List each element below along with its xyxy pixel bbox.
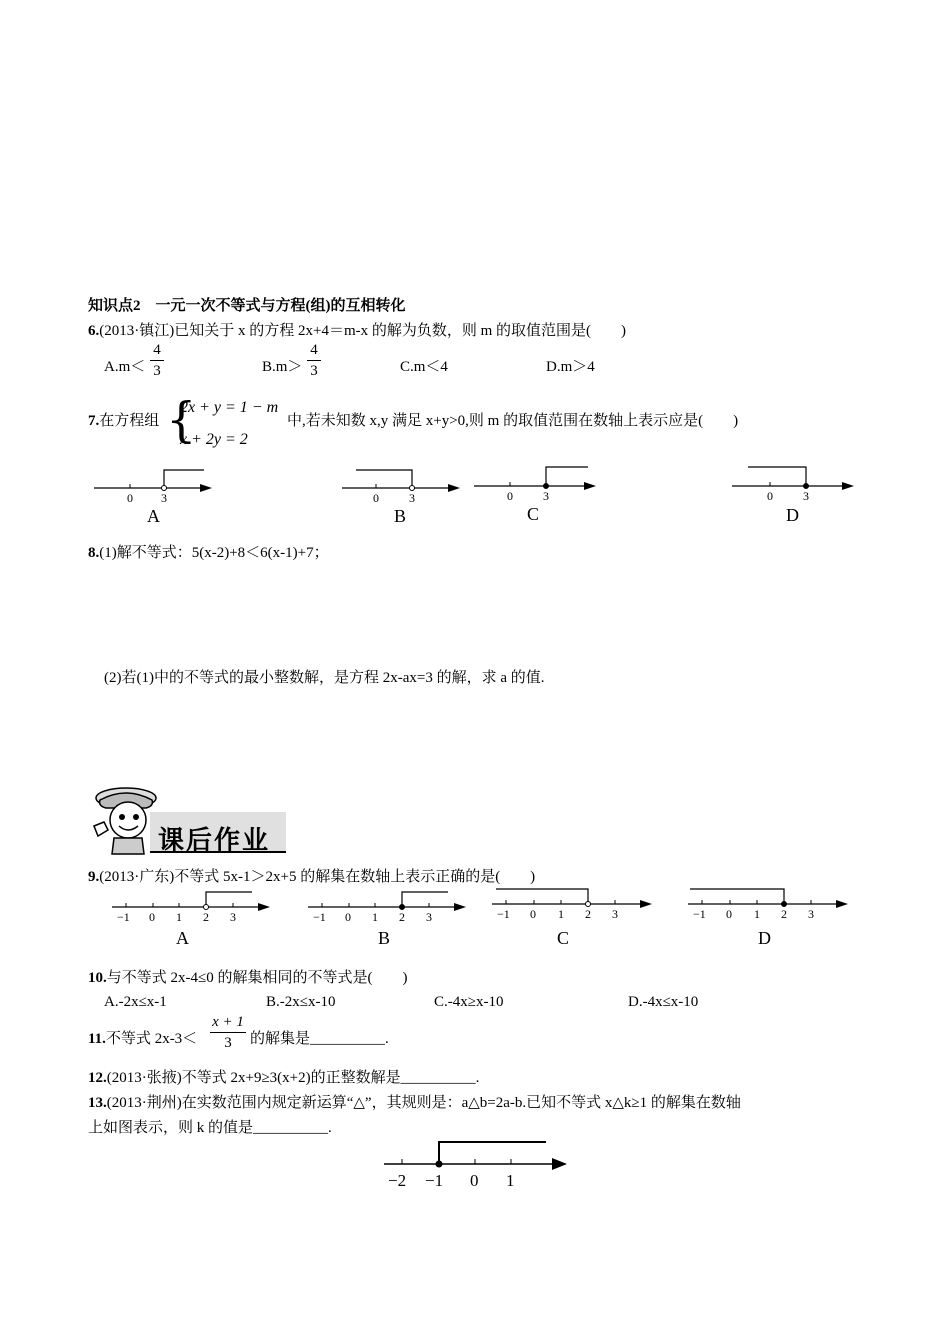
- denominator: 3: [153, 363, 161, 379]
- q7-numberline-b[interactable]: [342, 465, 462, 505]
- numerator: 4: [153, 342, 161, 358]
- question-text: (2013·张掖)不等式 2x+9≥3(x+2)的正整数解是__________.: [106, 1070, 480, 1086]
- question-number: 10.: [88, 970, 107, 986]
- tick-label: 3: [808, 907, 814, 921]
- tick-label: 3: [543, 489, 549, 503]
- tick-label: 0: [726, 907, 732, 921]
- question-8-part-1: [88, 543, 329, 563]
- tick-label: 2: [203, 910, 209, 924]
- q10-option-a[interactable]: A.-2x≤x-1: [104, 994, 167, 1010]
- tick-label: 1: [372, 910, 378, 924]
- tick-label: 3: [426, 910, 432, 924]
- tick-label: 3: [230, 910, 236, 924]
- question-text: 与不等式 2x-4≤0 的解集相同的不等式是( ): [106, 970, 408, 986]
- system-brace: {: [166, 392, 197, 448]
- q9-numberline-b[interactable]: [308, 888, 468, 924]
- question-9: [88, 867, 535, 887]
- q6-option-b-fraction: [307, 341, 321, 380]
- question-7-pre: [88, 411, 159, 431]
- tick-label: 3: [409, 491, 415, 505]
- tick-label: 1: [558, 907, 564, 921]
- tick-label: 1: [176, 910, 182, 924]
- question-number: 7.: [88, 413, 100, 429]
- q7-option-c-label[interactable]: C: [527, 504, 540, 524]
- q6-option-d[interactable]: D.m＞4: [546, 359, 595, 375]
- tick-label: 1: [754, 907, 760, 921]
- q9-option-a-label[interactable]: A: [176, 928, 189, 948]
- q6-option-b[interactable]: [262, 357, 302, 377]
- tick-label: −1: [425, 1171, 444, 1190]
- q6-option-c[interactable]: C.m＜4: [400, 359, 448, 375]
- q9-option-d-label[interactable]: D: [758, 928, 771, 948]
- question-11-post[interactable]: 的解集是__________.: [250, 1031, 389, 1047]
- q9-option-b-label[interactable]: B: [378, 928, 391, 948]
- tick-label: 0: [149, 910, 155, 924]
- tick-label: 0: [530, 907, 536, 921]
- denominator: 3: [224, 1035, 232, 1051]
- tick-label: 1: [506, 1171, 515, 1190]
- tick-label: 0: [470, 1171, 479, 1190]
- tick-label: −1: [497, 907, 510, 921]
- question-8-part-2: (2)若(1)中的不等式的最小整数解，是方程 2x-ax=3 的解，求 a 的值.: [104, 670, 545, 686]
- q7-numberline-d[interactable]: [732, 463, 857, 503]
- q7-numberline-a[interactable]: [94, 465, 214, 505]
- q6-option-a-fraction: [150, 341, 164, 380]
- question-number: 8.: [88, 545, 100, 561]
- q9-numberline-a[interactable]: [112, 888, 272, 924]
- equation-1: 2x + y = 1 − m: [180, 399, 279, 416]
- option-label: B.m＞: [262, 359, 303, 375]
- q11-fraction: [210, 1013, 246, 1052]
- q10-option-d[interactable]: D.-4x≤x-10: [628, 994, 699, 1010]
- tick-label: 3: [161, 491, 167, 505]
- question-number: 11.: [88, 1031, 106, 1047]
- question-number: 9.: [88, 869, 100, 885]
- question-text: (2013·镇江)已知关于 x 的方程 2x+4＝m-x 的解为负数，则 m 的取值范围是( ): [99, 323, 627, 339]
- option-label: A.m＜: [104, 359, 146, 375]
- question-text: 在方程组: [99, 413, 160, 429]
- question-10: [88, 968, 407, 988]
- q10-option-c[interactable]: C.-4x≥x-10: [434, 994, 504, 1010]
- tick-label: 0: [767, 489, 773, 503]
- question-number: 13.: [88, 1095, 107, 1111]
- question-number: 12.: [88, 1070, 107, 1086]
- tick-label: 2: [585, 907, 591, 921]
- tick-label: −1: [693, 907, 706, 921]
- denominator: 3: [310, 363, 318, 379]
- question-text: (1)解不等式：5(x-2)+8＜6(x-1)+7；: [99, 545, 329, 561]
- cartoon-kid-icon: [94, 788, 156, 854]
- question-6: [88, 321, 626, 341]
- q9-numberline-c[interactable]: [492, 882, 654, 921]
- q9-numberline-d[interactable]: [688, 882, 850, 921]
- question-11-pre: [88, 1029, 197, 1049]
- q7-option-b-label[interactable]: B: [394, 506, 407, 526]
- question-13-line-2[interactable]: 上如图表示，则 k 的值是__________.: [88, 1120, 332, 1136]
- q13-numberline: [384, 1138, 570, 1190]
- tick-label: 0: [345, 910, 351, 924]
- q7-option-a-label[interactable]: A: [147, 506, 160, 526]
- numerator: x + 1: [212, 1014, 244, 1030]
- tick-label: 3: [612, 907, 618, 921]
- question-7-post: 中,若未知数 x,y 满足 x+y>0,则 m 的取值范围在数轴上表示应是( ): [287, 413, 739, 429]
- tick-label: 0: [127, 491, 133, 505]
- tick-label: 2: [399, 910, 405, 924]
- q9-option-c-label[interactable]: C: [557, 928, 570, 948]
- numerator: 4: [310, 342, 318, 358]
- question-text: (2013·广东)不等式 5x-1＞2x+5 的解集在数轴上表示正确的是( ): [99, 869, 536, 885]
- q7-option-d-label[interactable]: D: [786, 505, 799, 525]
- question-number: 6.: [88, 323, 100, 339]
- tick-label: −1: [313, 910, 326, 924]
- tick-label: 0: [507, 489, 513, 503]
- tick-label: 0: [373, 491, 379, 505]
- homework-title: 课后作业: [158, 826, 271, 856]
- tick-label: 3: [803, 489, 809, 503]
- tick-label: −2: [388, 1171, 407, 1190]
- tick-label: −1: [117, 910, 130, 924]
- section-heading: 知识点2 一元一次不等式与方程(组)的互相转化: [88, 298, 406, 314]
- q6-option-a[interactable]: [104, 357, 145, 377]
- q7-numberline-c[interactable]: [474, 462, 599, 502]
- question-12[interactable]: [88, 1068, 479, 1088]
- q10-option-b[interactable]: B.-2x≤x-10: [266, 994, 336, 1010]
- question-13-line-1: [88, 1093, 741, 1113]
- question-text: (2013·荆州)在实数范围内规定新运算“△”，其规则是：a△b=2a-b.已知不等式 x△k≥1 的解集在数轴: [106, 1095, 741, 1111]
- question-text: 不等式 2x-3＜: [105, 1031, 198, 1047]
- equation-2: x + 2y = 2: [180, 431, 248, 448]
- tick-label: 2: [781, 907, 787, 921]
